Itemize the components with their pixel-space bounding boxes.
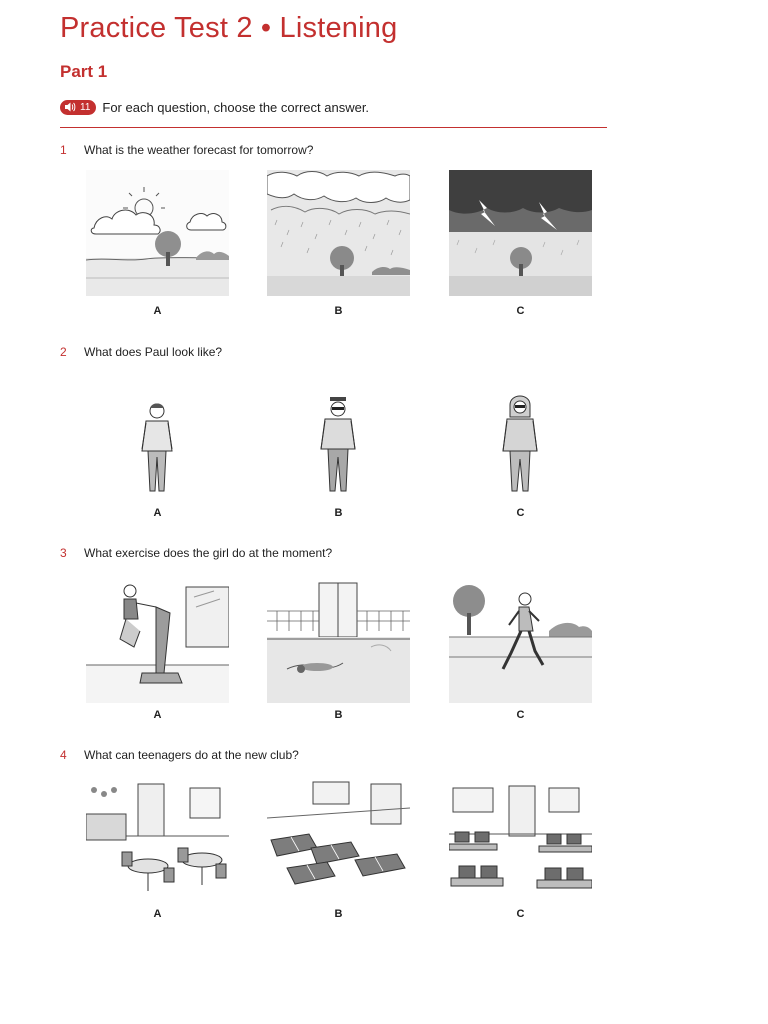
option-label: C	[516, 908, 525, 920]
option-label: B	[334, 305, 343, 317]
option-label: B	[334, 908, 343, 920]
track-number: 11	[80, 101, 91, 113]
instruction-row	[60, 98, 369, 116]
speaker-icon	[64, 101, 76, 113]
picture-table-tennis[interactable]	[267, 778, 410, 904]
page-title: Practice Test 2 • Listening	[60, 12, 398, 44]
option-label: A	[153, 305, 162, 317]
picture-exercise-bike[interactable]	[86, 577, 229, 703]
picture-swimming[interactable]	[267, 577, 410, 703]
option-label: C	[516, 507, 525, 519]
question-text: What exercise does the girl do at the moment?	[84, 546, 333, 560]
option-label: B	[334, 507, 343, 519]
audio-track-badge[interactable]	[60, 100, 96, 115]
option-label: A	[153, 908, 162, 920]
instruction-text: For each question, choose the correct answer.	[102, 99, 370, 115]
picture-storm[interactable]	[449, 170, 592, 296]
picture-cafe[interactable]	[86, 778, 229, 904]
question-number: 2	[60, 345, 67, 359]
divider	[60, 127, 607, 128]
picture-boy-c[interactable]	[449, 375, 592, 501]
picture-sunny[interactable]	[86, 170, 229, 296]
question-2	[60, 345, 222, 359]
question-4	[60, 748, 299, 762]
option-label: C	[516, 709, 525, 721]
question-number: 4	[60, 748, 67, 762]
question-number: 3	[60, 546, 67, 560]
option-label: B	[334, 709, 343, 721]
question-text: What is the weather forecast for tomorrow?	[84, 143, 314, 157]
question-3	[60, 546, 332, 560]
picture-computer-room[interactable]	[449, 778, 592, 904]
question-text: What does Paul look like?	[84, 345, 223, 359]
question-text: What can teenagers do at the new club?	[84, 748, 299, 762]
picture-rainy[interactable]	[267, 170, 410, 296]
question-number: 1	[60, 143, 67, 157]
option-label: A	[153, 709, 162, 721]
question-1	[60, 143, 313, 157]
picture-boy-b[interactable]	[267, 375, 410, 501]
part-heading: Part 1	[60, 62, 108, 81]
picture-running[interactable]	[449, 577, 592, 703]
option-label: A	[153, 507, 162, 519]
option-label: C	[516, 305, 525, 317]
picture-boy-a[interactable]	[86, 375, 229, 501]
